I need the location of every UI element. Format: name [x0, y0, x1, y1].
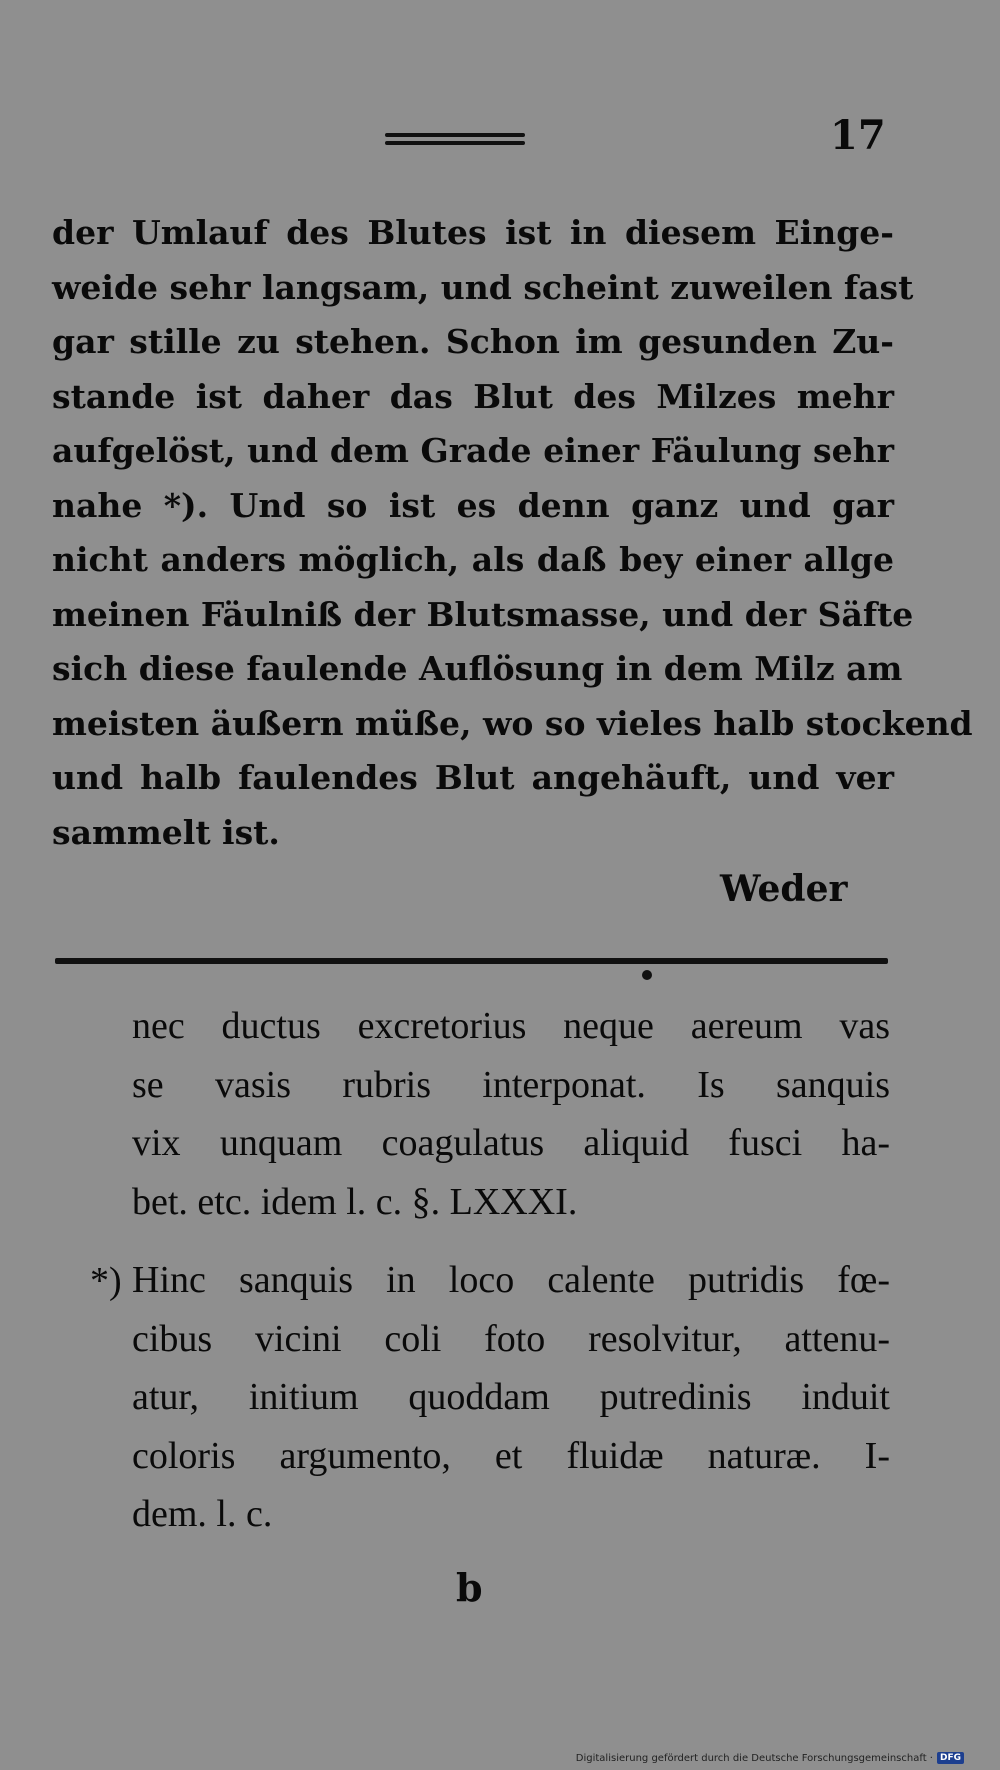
catchword: Weder [720, 868, 848, 910]
footer-credit [576, 1752, 964, 1764]
footnote-rule [55, 958, 888, 964]
main-text [52, 206, 973, 860]
footnote [132, 1251, 890, 1544]
footnote-line: se vasis rubris interponat. Is sanquis [132, 1063, 890, 1106]
text-line: sammelt ist. [52, 812, 280, 852]
header-rule-line [385, 141, 525, 145]
text-line: nahe *). Und so ist es denn ganz und gar [52, 485, 894, 525]
footnote-line: atur, initium quoddam putredinis induit [132, 1376, 890, 1418]
signature-mark: b [456, 1565, 483, 1610]
dfg-logo: DFG [937, 1752, 964, 1764]
footnote-line: bet. etc. idem l. c. §. LXXXI. [132, 1180, 578, 1223]
footnote-line: coloris argumento, et fluidæ naturæ. I- [132, 1434, 890, 1477]
rule-mark [642, 970, 652, 980]
text-line: gar stille zu stehen. Schon im gesunden Zu- [52, 322, 894, 361]
text-line: und halb faulendes Blut angehäuft, und ver [52, 758, 894, 797]
page-number: 17 [830, 112, 886, 159]
text-line: stande ist daher das Blut des Milzes mehr [52, 376, 894, 416]
header-rule [385, 133, 525, 147]
text-line: meinen Fäulniß der Blutsmasse, und der Säfte [52, 594, 914, 634]
footnote-line: Hinc sanquis in loco calente putridis fœ- [132, 1259, 890, 1301]
footnote-continued [132, 997, 890, 1231]
footnote-marker: *) [90, 1260, 122, 1302]
text-line: meisten äußern müße, wo so vieles halb stockend [52, 703, 973, 743]
text-line: der Umlauf des Blutes ist in diesem Einge- [52, 213, 894, 252]
footnote-line: cibus vicini coli foto resolvitur, attenu- [132, 1317, 890, 1360]
footnote-line: nec ductus excretorius neque aereum vas [132, 1005, 890, 1047]
text-line: weide sehr langsam, und scheint zuweilen fast [52, 267, 914, 307]
footer-credit-text: Digitalisierung gefördert durch die Deutsche Forschungsgemeinschaft · [575, 1752, 933, 1764]
text-line: aufgelöst, und dem Grade einer Fäulung sehr [52, 431, 894, 470]
footnote-line: dem. l. c. [132, 1493, 273, 1535]
text-line: sich diese faulende Auflösung in dem Milz am [52, 649, 903, 688]
footnote-line: vix unquam coagulatus aliquid fusci ha- [132, 1122, 890, 1164]
text-line: nicht anders möglich, als daß bey einer allge [52, 540, 894, 579]
header-rule-line [385, 133, 525, 137]
